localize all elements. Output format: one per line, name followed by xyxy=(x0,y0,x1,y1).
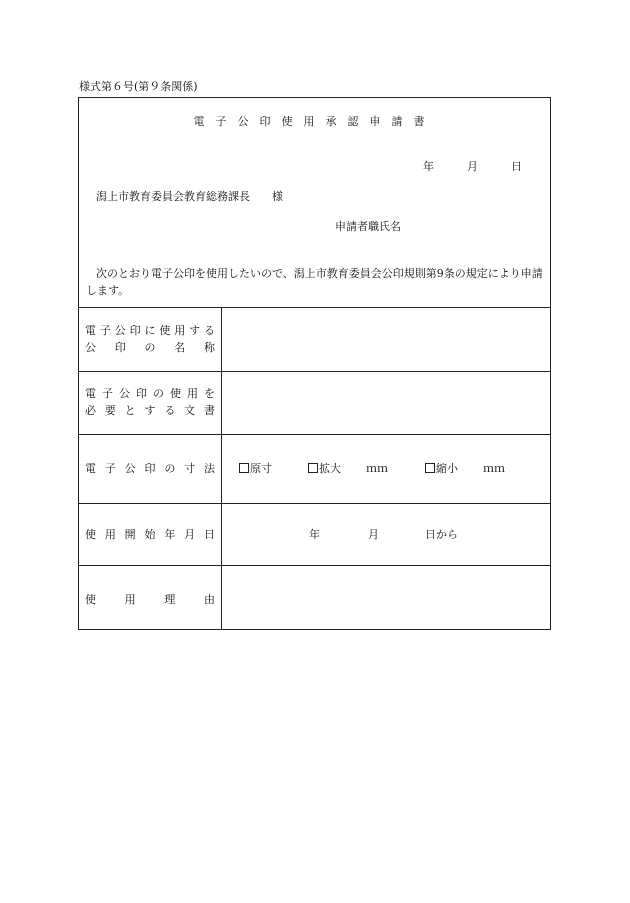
seal-size-label-text: 電子公印の寸法 xyxy=(85,462,215,475)
start-day-label: 日から xyxy=(425,528,458,541)
date-day-label: 日 xyxy=(511,160,522,173)
target-documents-label-line2: 必要とする文書 xyxy=(85,404,215,417)
original-size-checkbox[interactable] xyxy=(239,463,249,473)
seal-name-label-line2: 公 印 の 名 称 xyxy=(85,341,215,354)
seal-name-label xyxy=(85,322,215,356)
seal-name-label-line1: 電子公印に使用する xyxy=(85,324,215,337)
enlarge-label: 拡大 xyxy=(319,462,341,475)
enlarge-checkbox[interactable] xyxy=(308,463,318,473)
target-documents-label xyxy=(85,385,215,419)
size-option-enlarge[interactable] xyxy=(308,462,341,476)
application-statement: 次のとおり電子公印を使用したいので、潟上市教育委員会公印規則第9条の規定により申請します。 xyxy=(86,267,543,297)
enlarge-unit: ｍｍ xyxy=(366,462,388,475)
target-documents-label-line1: 電子公印の使用を xyxy=(85,387,215,400)
applicant-name-label: 申請者職氏名 xyxy=(335,220,401,233)
row-divider xyxy=(79,434,550,435)
application-form xyxy=(78,97,551,630)
form-number-caption: 様式第６号(第９条関係) xyxy=(79,80,198,93)
original-size-label: 原寸 xyxy=(250,462,272,475)
start-year-label: 年 xyxy=(309,528,320,541)
date-month-label: 月 xyxy=(467,160,478,173)
column-divider xyxy=(221,307,222,629)
start-month-label: 月 xyxy=(368,528,379,541)
reduce-unit: ｍｍ xyxy=(483,462,505,475)
start-date-label xyxy=(85,526,215,543)
start-date-label-text: 使用開始年月日 xyxy=(85,528,215,541)
row-divider xyxy=(79,503,550,504)
addressee: 潟上市教育委員会教育総務課長 様 xyxy=(96,190,283,203)
table-top-border xyxy=(79,307,550,308)
application-date xyxy=(423,160,522,174)
row-divider xyxy=(79,565,550,566)
document-title: 電子公印使用承認申請書 xyxy=(193,115,436,128)
seal-size-label xyxy=(85,460,215,477)
usage-reason-label-text: 使 用 理 由 xyxy=(85,593,215,606)
row-divider xyxy=(79,371,550,372)
size-option-reduce[interactable] xyxy=(425,462,458,476)
size-option-original[interactable] xyxy=(239,462,272,476)
usage-reason-label xyxy=(85,591,215,608)
date-year-label: 年 xyxy=(423,160,434,173)
reduce-label: 縮小 xyxy=(436,462,458,475)
reduce-checkbox[interactable] xyxy=(425,463,435,473)
